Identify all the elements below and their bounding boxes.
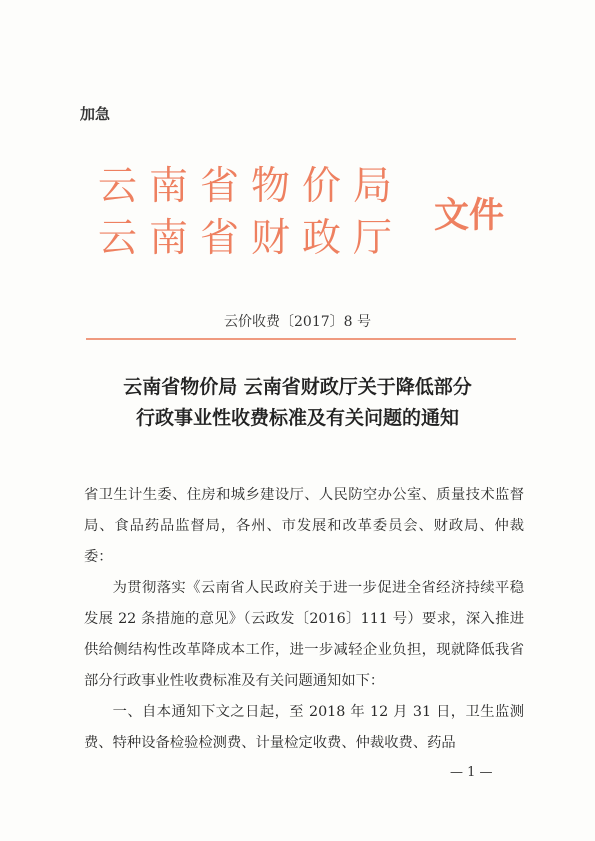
title-line-2: 行政事业性收费标准及有关问题的通知: [135, 407, 459, 429]
document-type-label: 文件: [434, 196, 505, 236]
recipients-paragraph: 省卫生计生委、住房和城乡建设厅、人民防空办公室、质量技术监督局、食品药品监督局，各州、市发展和改革委员会、财政局、仲裁委：: [84, 487, 524, 565]
document-title: [60, 372, 535, 434]
issuer-header: [98, 165, 518, 265]
body-paragraph-1: 为贯彻落实《云南省人民政府关于进一步促进全省经济持续平稳发展 22 条措施的意见》（云政发〔2016〕111 号）要求，深入推进供给侧结构性改革降成本工作，进一步减轻企业负担，现就降低我省部分行政事业性收费标准及有关问题通知如下：: [84, 580, 524, 689]
title-line-1: 云南省物价局 云南省财政厅关于降低部分: [123, 376, 472, 398]
urgency-mark: 加急: [80, 105, 111, 123]
page-number: — 1 —: [450, 765, 493, 780]
body-paragraph-2: 一、自本通知下文之日起，至 2018 年 12 月 31 日，卫生监测费、特种设备检验检测费、计量检定收费、仲裁收费、药品: [84, 704, 524, 751]
document-number: 云价收费〔2017〕8 号: [224, 314, 371, 330]
document-body: [84, 480, 524, 759]
issuer-name-1: 云南省物价局: [98, 164, 405, 209]
issuer-name-2: 云南省财政厅: [98, 216, 405, 261]
red-separator-line: [86, 338, 516, 340]
